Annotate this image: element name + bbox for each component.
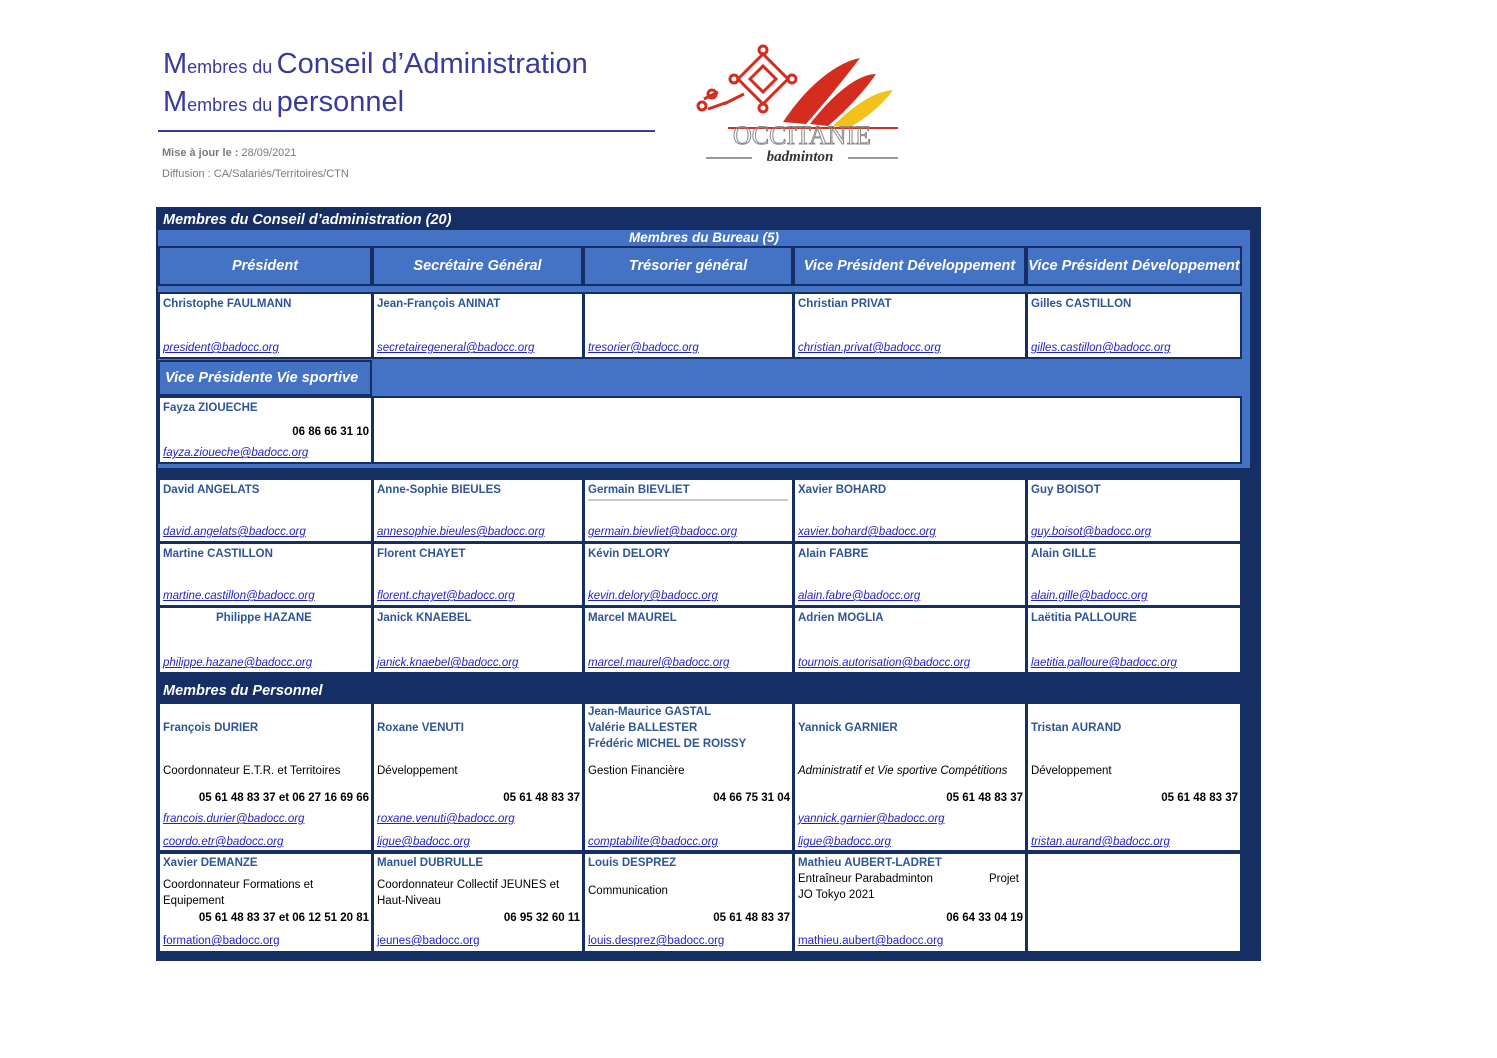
member-name: Xavier BOHARD bbox=[798, 484, 887, 496]
member-email[interactable]: marcel.maurel@badocc.org bbox=[588, 657, 730, 669]
staff-phone: 05 61 48 83 37 bbox=[946, 792, 1023, 804]
staff-name: Xavier DEMANZE bbox=[163, 857, 258, 869]
personnel-header: Membres du Personnel bbox=[158, 680, 1242, 702]
member-name: Guy BOISOT bbox=[1031, 484, 1101, 496]
staff-phone: 06 64 33 04 19 bbox=[946, 912, 1023, 924]
staff-role: Coordonnateur E.T.R. et Territoires bbox=[163, 765, 341, 777]
logo-text-badminton: badminton bbox=[766, 149, 834, 164]
ca-member-card bbox=[158, 542, 373, 607]
staff-card-venuti bbox=[372, 702, 584, 852]
member-name: Janick KNAEBEL bbox=[377, 612, 472, 624]
staff-email[interactable]: jeunes@badocc.org bbox=[377, 935, 480, 947]
title1-small: embres du bbox=[187, 57, 273, 77]
staff-role: Coordonnateur Collectif JEUNES et Haut-Niveau bbox=[377, 879, 560, 907]
staff-email-2[interactable]: ligue@badocc.org bbox=[377, 836, 470, 848]
member-email[interactable]: laetitia.palloure@badocc.org bbox=[1031, 657, 1177, 669]
staff-card-aubert bbox=[793, 852, 1027, 953]
bureau-secretaire-card bbox=[372, 292, 584, 359]
staff-phone: 04 66 75 31 04 bbox=[713, 792, 790, 804]
update-value: 28/09/2021 bbox=[241, 147, 297, 159]
member-name: Martine CASTILLON bbox=[163, 548, 273, 560]
staff-phone: 05 61 48 83 37 et 06 12 51 20 81 bbox=[198, 912, 369, 924]
ca-member-card bbox=[583, 478, 794, 543]
staff-name: Yannick GARNIER bbox=[798, 722, 898, 734]
member-name: Adrien MOGLIA bbox=[798, 612, 884, 624]
staff-role: Développement bbox=[1031, 765, 1112, 777]
vp-sport-card bbox=[158, 396, 373, 464]
ca-member-card bbox=[1026, 478, 1242, 543]
staff-card-garnier bbox=[793, 702, 1027, 852]
staff-phone: 05 61 48 83 37 et 06 27 16 69 66 bbox=[198, 792, 369, 804]
role-vp-sport: Vice Présidente Vie sportive bbox=[158, 360, 372, 396]
staff-name: Tristan AURAND bbox=[1031, 722, 1122, 734]
update-date bbox=[162, 147, 297, 159]
member-name: Kévin DELORY bbox=[588, 548, 671, 560]
member-name: Philippe HAZANE bbox=[216, 612, 312, 624]
staff-phone: 06 95 32 60 11 bbox=[503, 912, 580, 924]
staff-name: François DURIER bbox=[163, 722, 259, 734]
member-name: Fayza ZIOUECHE bbox=[163, 402, 258, 414]
member-email[interactable]: tresorier@badocc.org bbox=[588, 342, 699, 354]
staff-email-2[interactable]: tristan.aurand@badocc.org bbox=[1031, 836, 1170, 848]
diffusion-line: Diffusion : CA/Salariés/Territoires/CTN bbox=[162, 168, 349, 180]
member-email[interactable]: kevin.delory@badocc.org bbox=[588, 590, 718, 602]
ca-member-card bbox=[583, 606, 794, 674]
ca-member-card bbox=[583, 542, 794, 607]
member-name: Christian PRIVAT bbox=[798, 298, 892, 310]
logo-text-occitanie: OCCITANIE bbox=[732, 121, 872, 150]
staff-role-2: JO Tokyo 2021 bbox=[798, 889, 875, 901]
member-name: Marcel MAUREL bbox=[588, 612, 677, 624]
member-email[interactable]: president@badocc.org bbox=[163, 342, 279, 354]
member-name: Jean-François ANINAT bbox=[377, 298, 501, 310]
member-email[interactable]: david.angelats@badocc.org bbox=[163, 526, 306, 538]
member-name: Christophe FAULMANN bbox=[163, 298, 292, 310]
staff-role: Entraîneur Parabadminton bbox=[798, 873, 933, 885]
member-email[interactable]: christian.privat@badocc.org bbox=[798, 342, 941, 354]
member-name: Alain FABRE bbox=[798, 548, 869, 560]
member-name: Alain GILLE bbox=[1031, 548, 1097, 560]
staff-card-aurand bbox=[1026, 702, 1242, 852]
staff-email[interactable]: louis.desprez@badocc.org bbox=[588, 935, 725, 947]
staff-email[interactable]: francois.durier@badocc.org bbox=[163, 813, 305, 825]
staff-email[interactable]: formation@badocc.org bbox=[163, 935, 280, 947]
title1-prefix: M bbox=[163, 48, 188, 80]
bureau-header: Membres du Bureau (5) bbox=[158, 230, 1250, 246]
staff-name: Roxane VENUTI bbox=[377, 722, 464, 734]
staff-card-empty bbox=[1026, 852, 1242, 953]
title1-main: Conseil d’Administration bbox=[276, 48, 588, 80]
staff-email-2[interactable]: coordo.etr@badocc.org bbox=[163, 836, 284, 848]
staff-name: Mathieu AUBERT-LADRET bbox=[798, 857, 942, 869]
bureau-tresorier-card bbox=[583, 292, 794, 359]
ca-member-card bbox=[372, 478, 584, 543]
role-tresorier: Trésorier général bbox=[583, 246, 793, 286]
title2-prefix: M bbox=[163, 86, 188, 118]
ca-member-card bbox=[158, 478, 373, 543]
bureau-vp2-card bbox=[1026, 292, 1242, 359]
ca-member-card bbox=[372, 542, 584, 607]
role-secretaire: Secrétaire Général bbox=[372, 246, 583, 286]
member-name: Florent CHAYET bbox=[377, 548, 466, 560]
vp-sport-empty bbox=[372, 396, 1242, 464]
ca-member-card bbox=[1026, 542, 1242, 607]
member-name: Laëtitia PALLOURE bbox=[1031, 612, 1137, 624]
ca-member-card bbox=[158, 606, 373, 674]
member-email[interactable]: florent.chayet@badocc.org bbox=[377, 590, 515, 602]
ca-member-card bbox=[793, 606, 1027, 674]
member-name: Germain BIEVLIET bbox=[588, 484, 788, 501]
staff-role: Coordonnateur Formations et Equipement bbox=[163, 879, 314, 907]
staff-card-finance bbox=[583, 702, 794, 852]
staff-name-2: Valérie BALLESTER bbox=[588, 722, 698, 734]
member-phone: 06 86 66 31 10 bbox=[292, 426, 369, 438]
member-email[interactable]: annesophie.bieules@badocc.org bbox=[377, 526, 545, 538]
role-vp-dev-2: Vice Président Développement bbox=[1026, 246, 1242, 286]
staff-phone: 05 61 48 83 37 bbox=[503, 792, 580, 804]
staff-role: Administratif et Vie sportive Compétitions bbox=[798, 765, 1008, 777]
staff-name-1: Jean-Maurice GASTAL bbox=[588, 706, 712, 718]
member-email[interactable]: alain.gille@badocc.org bbox=[1031, 590, 1148, 602]
member-email[interactable]: fayza.zioueche@badocc.org bbox=[163, 447, 309, 459]
staff-role: Communication bbox=[588, 885, 668, 897]
staff-email[interactable]: yannick.garnier@badocc.org bbox=[798, 813, 945, 825]
staff-email[interactable]: roxane.venuti@badocc.org bbox=[377, 813, 515, 825]
title-divider bbox=[158, 130, 655, 132]
member-email[interactable]: alain.fabre@badocc.org bbox=[798, 590, 921, 602]
staff-card-durier bbox=[158, 702, 373, 852]
ca-member-card bbox=[793, 478, 1027, 543]
occitanie-badminton-logo bbox=[688, 44, 916, 164]
member-email[interactable]: xavier.bohard@badocc.org bbox=[798, 526, 936, 538]
member-email[interactable]: secretairegeneral@badocc.org bbox=[377, 342, 535, 354]
member-email[interactable]: martine.castillon@badocc.org bbox=[163, 590, 315, 602]
title-conseil bbox=[163, 48, 588, 81]
staff-card-dubrulle bbox=[372, 852, 584, 953]
ca-member-card bbox=[793, 542, 1027, 607]
member-email[interactable]: gilles.castillon@badocc.org bbox=[1031, 342, 1171, 354]
conseil-header: Membres du Conseil d’administration (20) bbox=[158, 209, 1250, 230]
staff-email-2[interactable]: ligue@badocc.org bbox=[798, 836, 891, 848]
staff-name: Manuel DUBRULLE bbox=[377, 857, 484, 869]
staff-name: Louis DESPREZ bbox=[588, 857, 677, 869]
member-email[interactable]: germain.bievliet@badocc.org bbox=[588, 526, 738, 538]
member-name: David ANGELATS bbox=[163, 484, 260, 496]
role-president: Président bbox=[158, 246, 372, 286]
staff-role: Développement bbox=[377, 765, 458, 777]
staff-email[interactable]: mathieu.aubert@badocc.org bbox=[798, 935, 944, 947]
ca-member-card bbox=[372, 606, 584, 674]
staff-email-2[interactable]: comptabilite@badocc.org bbox=[588, 836, 718, 848]
title2-small: embres du bbox=[187, 95, 273, 115]
member-email[interactable]: guy.boisot@badocc.org bbox=[1031, 526, 1152, 538]
staff-card-desprez bbox=[583, 852, 794, 953]
member-email[interactable]: philippe.hazane@badocc.org bbox=[163, 657, 313, 669]
staff-card-demanze bbox=[158, 852, 373, 953]
staff-role-extra: Projet bbox=[988, 873, 1019, 885]
member-name: Anne-Sophie BIEULES bbox=[377, 484, 501, 496]
bureau-president-card bbox=[158, 292, 373, 359]
ca-member-card bbox=[1026, 606, 1242, 674]
staff-phone: 05 61 48 83 37 bbox=[713, 912, 790, 924]
member-name: Gilles CASTILLON bbox=[1031, 298, 1132, 310]
staff-role: Gestion Financière bbox=[588, 765, 685, 777]
member-email[interactable]: tournois.autorisation@badocc.org bbox=[798, 657, 971, 669]
update-label: Mise à jour le : bbox=[162, 147, 239, 159]
staff-phone: 05 61 48 83 37 bbox=[1161, 792, 1238, 804]
bureau-vp1-card bbox=[793, 292, 1027, 359]
title2-main: personnel bbox=[276, 86, 405, 118]
member-email[interactable]: janick.knaebel@badocc.org bbox=[377, 657, 519, 669]
role-vp-dev-1: Vice Président Développement bbox=[793, 246, 1026, 286]
title-personnel bbox=[163, 86, 404, 119]
staff-name-3: Frédéric MICHEL DE ROISSY bbox=[588, 738, 747, 750]
